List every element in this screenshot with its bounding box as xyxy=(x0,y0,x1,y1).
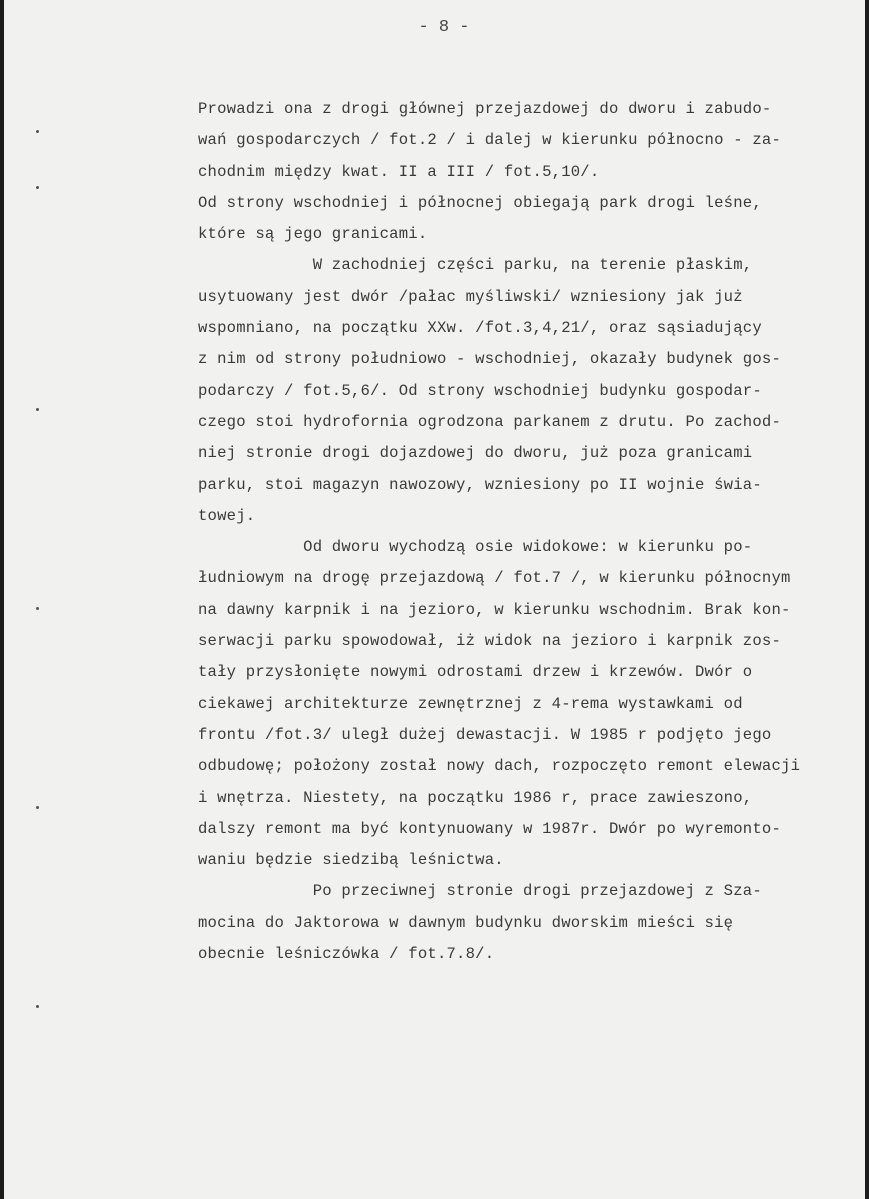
text-line: parku, stoi magazyn nawozowy, wzniesiony po II wojnie świa- xyxy=(198,475,762,494)
text-line: czego stoi hydrofornia ogrodzona parkanem z drutu. Po zachod- xyxy=(198,412,782,431)
text-line: Prowadzi ona z drogi głównej przejazdowej do dworu i zabudo- xyxy=(198,100,772,118)
margin-punch-mark xyxy=(36,1005,39,1008)
text-line: ciekawej architekturze zewnętrznej z 4-rema wystawkami od xyxy=(198,694,743,713)
margin-punch-mark xyxy=(36,806,39,809)
text-line: wspomniano, na początku XXw. /fot.3,4,21/, oraz sąsiadujący xyxy=(198,319,762,338)
text-line: usytuowany jest dwór /pałac myśliwski/ wzniesiony jak już xyxy=(198,287,743,306)
text-line: odbudowę; położony został nowy dach, rozpoczęto remont elewacji xyxy=(198,757,801,776)
text-line: obecnie leśniczówka / fot.7.8/. xyxy=(198,945,495,964)
typewritten-page xyxy=(4,0,865,1199)
text-line: podarczy / fot.5,6/. Od strony wschodniej budynku gospodar- xyxy=(198,381,762,400)
text-line: Od strony wschodniej i północnej obiegają park drogi leśne, xyxy=(198,193,762,212)
text-line: chodnim między kwat. II a III / fot.5,10/. xyxy=(198,162,600,181)
page-number: - 8 - xyxy=(418,18,470,37)
text-line: które są jego granicami. xyxy=(198,225,428,244)
text-line: towej. xyxy=(198,506,256,525)
text-line: łudniowym na drogę przejazdową / fot.7 /, w kierunku północnym xyxy=(198,569,791,588)
text-line: na dawny karpnik i na jezioro, w kierunku wschodnim. Brak kon- xyxy=(198,600,791,619)
text-line: Po przeciwnej stronie drogi przejazdowej z Sza- xyxy=(198,882,762,901)
body-text xyxy=(198,94,858,970)
margin-punch-mark xyxy=(36,130,39,133)
text-line: mocina do Jaktorowa w dawnym budynku dworskim mieści się xyxy=(198,913,734,932)
text-line: waniu będzie siedzibą leśnictwa. xyxy=(198,851,504,870)
text-line: tały przysłonięte nowymi odrostami drzew i krzewów. Dwór o xyxy=(198,663,753,682)
text-line: frontu /fot.3/ uległ dużej dewastacji. W 1985 r podjęto jego xyxy=(198,725,772,744)
text-line: wań gospodarczych / fot.2 / i dalej w kierunku północno - za- xyxy=(198,131,782,150)
margin-punch-mark xyxy=(36,408,39,411)
text-line: niej stronie drogi dojazdowej do dworu, już poza granicami xyxy=(198,444,753,463)
text-line: W zachodniej części parku, na terenie płaskim, xyxy=(198,256,753,275)
text-line: dalszy remont ma być kontynuowany w 1987r. Dwór po wyremonto- xyxy=(198,819,782,838)
text-line: i wnętrza. Niestety, na początku 1986 r, prace zawieszono, xyxy=(198,788,753,807)
text-line: serwacji parku spowodował, iż widok na jezioro i karpnik zos- xyxy=(198,632,782,651)
margin-punch-mark xyxy=(36,607,39,610)
text-line: Od dworu wychodzą osie widokowe: w kierunku po- xyxy=(198,538,753,557)
margin-punch-mark xyxy=(36,186,39,189)
text-line: z nim od strony południowo - wschodniej, okazały budynek gos- xyxy=(198,350,782,369)
